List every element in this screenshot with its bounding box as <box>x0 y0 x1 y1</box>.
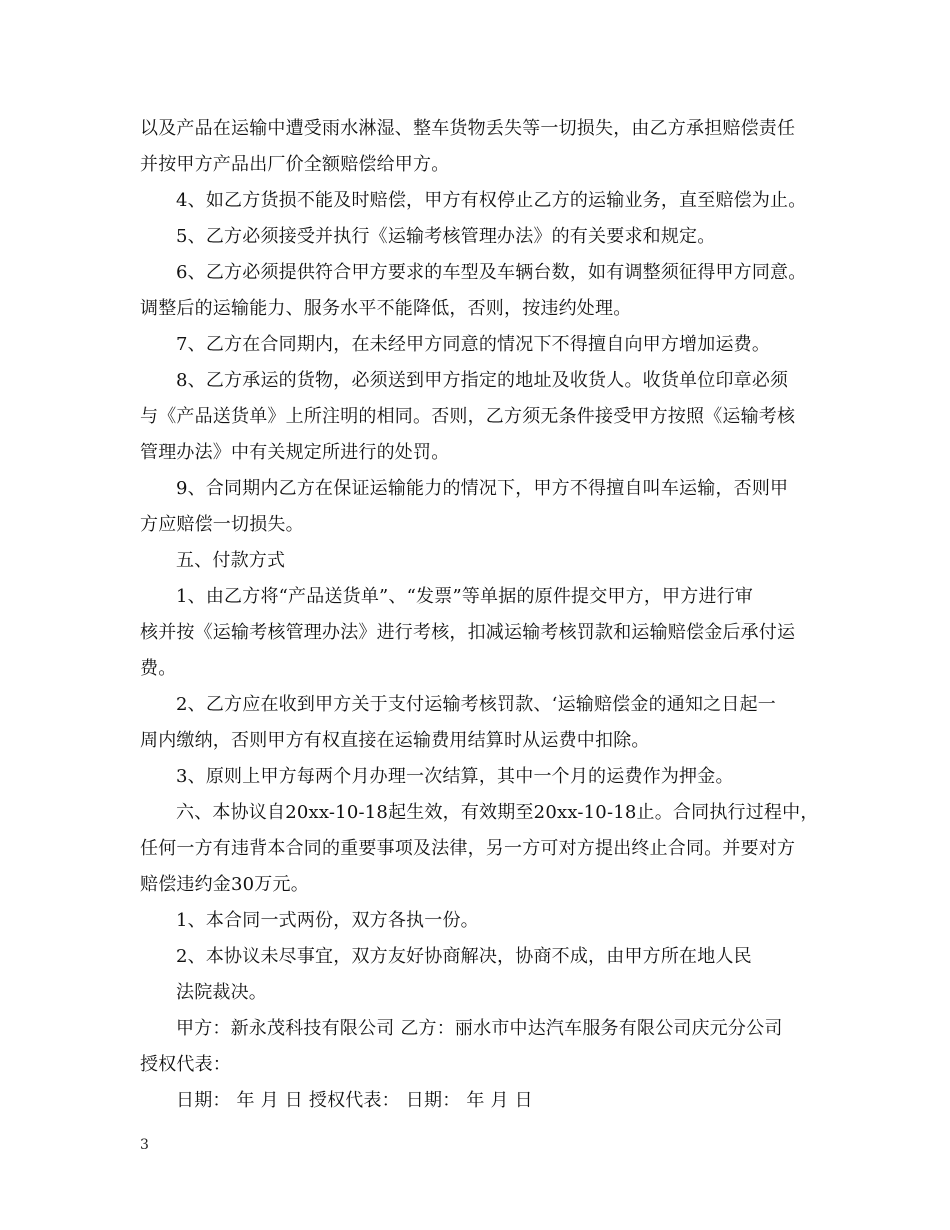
payment-clause-1-continuation-2: 费。 <box>140 658 177 679</box>
clause-8-line: 8、乙方承运的货物，必须送到甲方指定的地址及收货人。收货单位印章必须 <box>176 370 789 391</box>
validity-continuation-1: 任何一方有违背本合同的重要事项及法律，另一方可对方提出终止合同。并要对方 <box>140 838 796 859</box>
payment-clause-2-continuation: 周内缴纳，否则甲方有权直接在运输费用结算时从运费中扣除。 <box>140 730 650 751</box>
dispute-clause-continuation: 法院裁决。 <box>176 982 267 1003</box>
party-signature-line: 甲方：新永茂科技有限公司 乙方：丽水市中达汽车服务有限公司庆元分公司 <box>176 1018 783 1039</box>
payment-clause-2-line: 2、乙方应在收到甲方关于支付运输考核罚款、‘运输赔偿金的通知之日起一 <box>176 694 776 715</box>
page-number: 3 <box>140 1137 149 1153</box>
clause-6-line: 6、乙方必须提供符合甲方要求的车型及车辆台数，如有调整须征得甲方同意。 <box>176 262 807 283</box>
payment-clause-1-line: 1、由乙方将“产品送货单”、“发票”等单据的原件提交甲方，甲方进行审 <box>176 586 754 607</box>
text-line-2: 并按甲方产品出厂价全额赔偿给甲方。 <box>140 154 450 175</box>
signature-date-line: 日期： 年 月 日 授权代表： 日期： 年 月 日 <box>176 1090 533 1111</box>
payment-clause-1-continuation-1: 核并按《运输考核管理办法》进行考核，扣减运输考核罚款和运输赔偿金后承付运 <box>140 622 796 643</box>
clause-8-continuation-2: 管理办法》中有关规定所进行的处罚。 <box>140 442 450 463</box>
section-heading-validity: 六、本协议自20xx-10-18起生效，有效期至20xx-10-18止。合同执行过程中， <box>176 802 819 823</box>
authorized-representative-line: 授权代表： <box>140 1054 231 1075</box>
clause-7-line: 7、乙方在合同期内，在未经甲方同意的情况下不得擅自向甲方增加运费。 <box>176 334 771 355</box>
clause-9-continuation: 方应赔偿一切损失。 <box>140 514 304 535</box>
copy-clause-line: 1、本合同一式两份，双方各执一份。 <box>176 910 479 931</box>
section-heading-payment: 五、付款方式 <box>176 550 286 571</box>
dispute-clause-line: 2、本协议未尽事宜，双方友好协商解决，协商不成，由甲方所在地人民 <box>176 946 752 967</box>
payment-clause-3-line: 3、原则上甲方每两个月办理一次结算，其中一个月的运费作为押金。 <box>176 766 734 787</box>
clause-6-continuation: 调整后的运输能力、服务水平不能降低，否则，按违约处理。 <box>140 298 632 319</box>
clause-5-line: 5、乙方必须接受并执行《运输考核管理办法》的有关要求和规定。 <box>176 226 716 247</box>
text-line-1: 以及产品在运输中遭受雨水淋湿、整车货物丢失等一切损失，由乙方承担赔偿责任 <box>140 118 796 139</box>
validity-continuation-2: 赔偿违约金30万元。 <box>140 874 309 895</box>
clause-9-line: 9、合同期内乙方在保证运输能力的情况下，甲方不得擅自叫车运输，否则甲 <box>176 478 789 499</box>
clause-8-continuation-1: 与《产品送货单》上所注明的相同。否则，乙方须无条件接受甲方按照《运输考核 <box>140 406 796 427</box>
clause-4-line: 4、如乙方货损不能及时赔偿，甲方有权停止乙方的运输业务，直至赔偿为止。 <box>176 190 807 211</box>
